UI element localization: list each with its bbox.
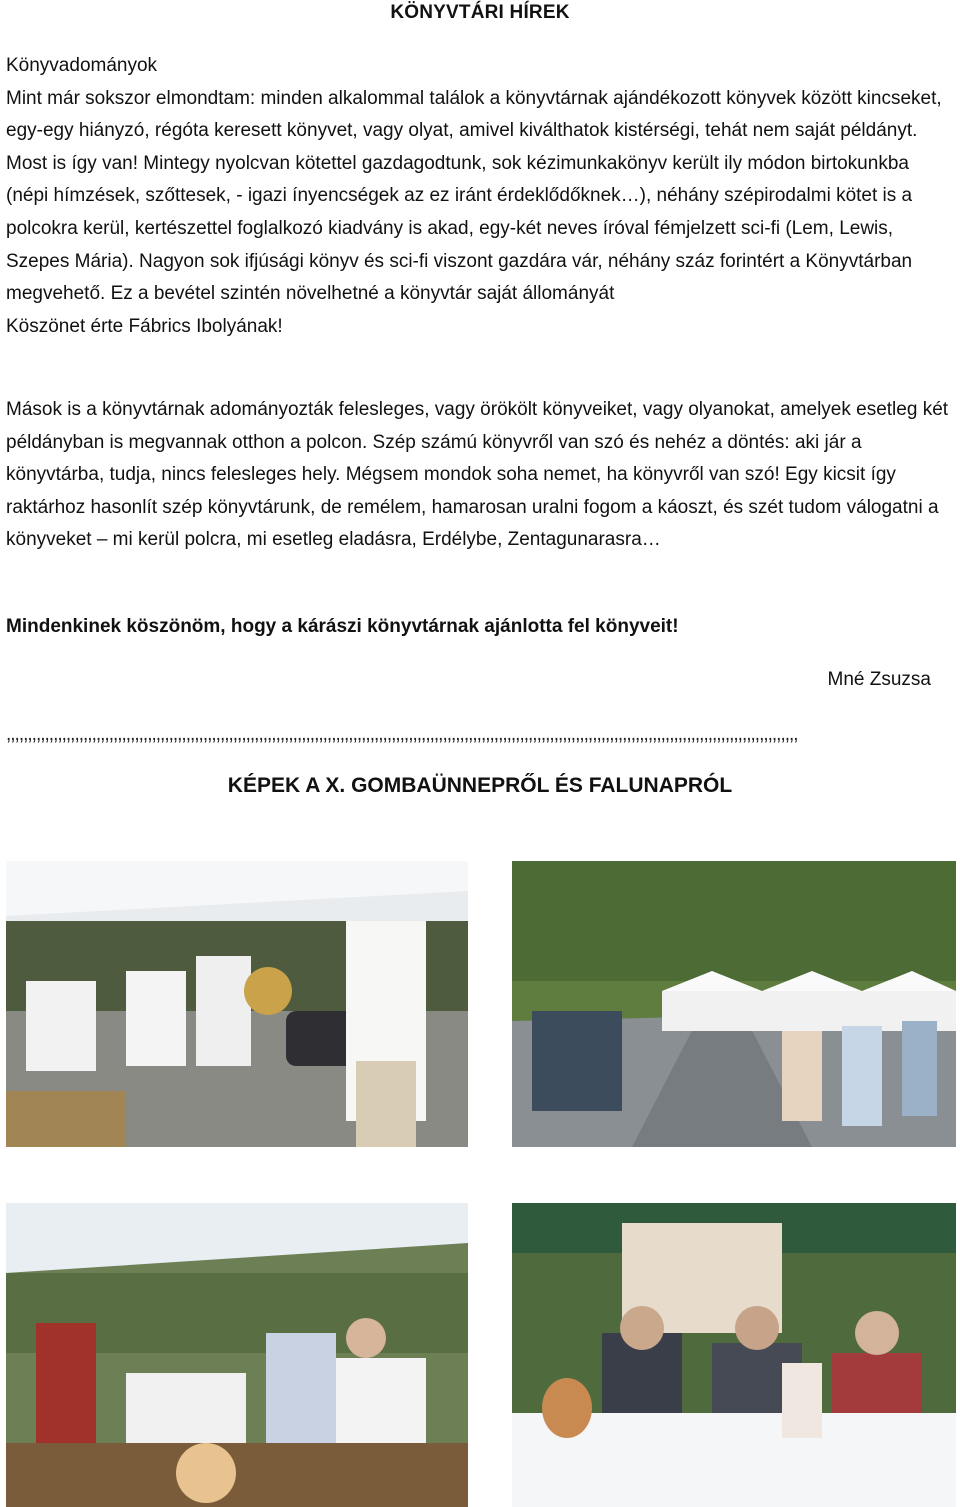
section-divider: ,,,,,,,,,,,,,,,,,,,,,,,,,,,,,,,,,,,,,,,,,,,,,,,,,,,,,,,,,,,,,,,,,,,,,,,,,,,,,,,,,,,,,,,,,,,,,,,,,,,,,,,,,,,,,,,,,,,,,,,,,,,,,,,,,,,,,,,,,,,,,,,,,,,,,,,,,,,,,,,,,,,,,,,,,,,,,,,,,,,,,,,,, xyxy=(6,724,798,745)
photo-village-street xyxy=(512,861,956,1147)
photo-brass-band xyxy=(6,861,468,1147)
photo-crowd-tent xyxy=(6,1203,468,1507)
page-title: KÖNYVTÁRI HÍREK xyxy=(390,2,570,23)
article-paragraph-other-donors: Mások is a könyvtárnak adományozták felesleges, vagy örökölt könyveiket, vagy olyanokat, amelyek esetleg két példányban is megvannak otthon a polcon. Szép számú könyvről van szó és nehéz a döntés: aki jár a könyvtárba, tudja, nincs felesleges hely. Mégsem mondok soha nemet, ha könyvről van szó! Egy kicsit így raktárhoz hasonlít szép könyvtárunk, de remélem, hamarosan uralni fogom a káoszt, és szét tudom válogatni a könyveket – mi kerül polcra, mi esetleg eladásra, Erdélybe, Zentagunarasra… xyxy=(6,399,949,551)
photo-dining-table xyxy=(512,1203,956,1507)
article-signature: Mné Zsuzsa xyxy=(827,669,931,690)
gallery-title: KÉPEK A X. GOMBAÜNNEPRŐL ÉS FALUNAPRÓL xyxy=(227,774,733,797)
article-paragraph-donations: Könyvadományok Mint már sokszor elmondtam: minden alkalommal találok a könyvtárnak ajándékozott könyvek között kincseket, egy-egy hiányzó, régóta keresett könyvet, vagy olyat, amivel kiválthatok kistérségi, tehát nem saját példányt. Most is így van! Mintegy nyolcvan kötettel gazdagodtunk, sok kézimunkakönyv került ily módon birtokunkba (népi hímzések, szőttesek, - igazi ínyencségek az ez iránt érdeklődőknek…), néhány szépirodalmi kötet is a polcokra kerül, kertészettel foglalkozó kiadvány is akad, egy-két neves íróval fémjelzett sci-fi (Lem, Lewis, Szepes Mária). Nagyon sok ifjúsági könyv és sci-fi viszont gazdára vár, néhány száz forintért a Könyvtárban megvehető. Ez a bevétel szintén növelhetné a könyvtár saját állományát Köszönet érte Fábrics Ibolyának! xyxy=(6,55,942,337)
article-thanks: Mindenkinek köszönöm, hogy a kárászi könyvtárnak ajánlotta fel könyveit! xyxy=(6,616,679,637)
